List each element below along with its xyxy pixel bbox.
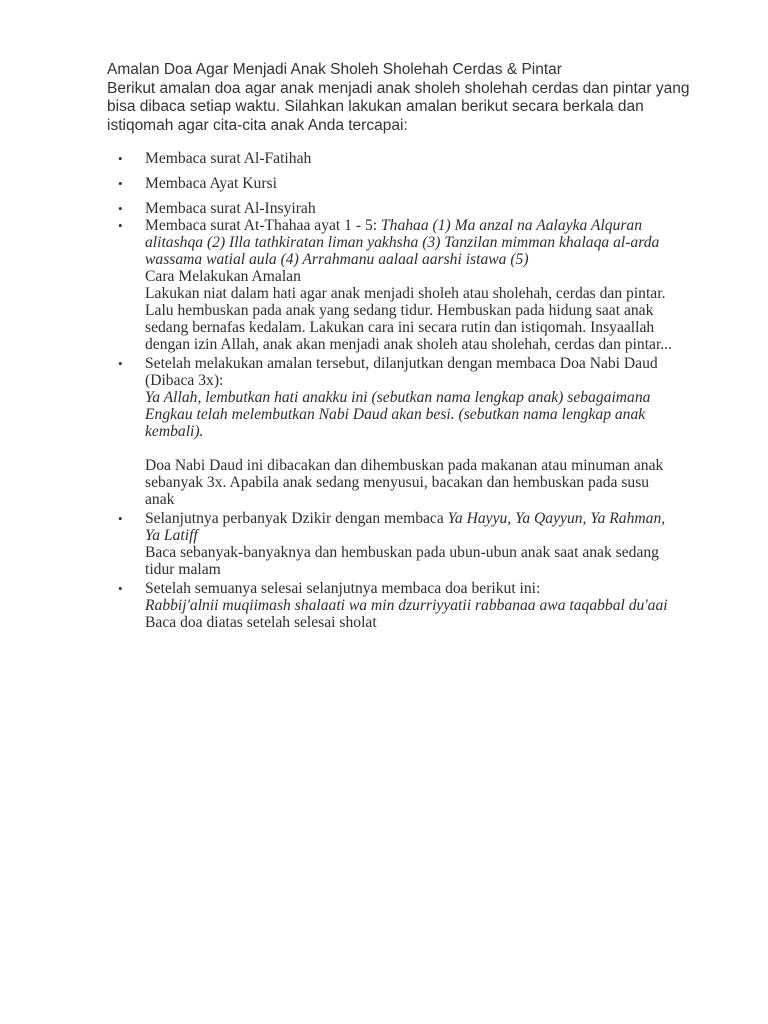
item-verse: Ya Allah, lembutkan hati anakku ini (sebutkan nama lengkap anak) sebagaimana Engkau telah melembutkan Nabi Daud akan besi. (sebutkan nama lengkap anak kembali).	[145, 389, 651, 440]
item-verse: Thahaa (1) Ma anzal na Aalayka Alquran alitashqa (2) Illa tathkiratan liman yakhsha (3) Tanzilan mimman khalaqa al-arda wassama watial aula (4) Arrahmanu aalaal aarshi istawa (5)	[145, 217, 660, 268]
list-item-at-thahaa	[118, 217, 678, 353]
list-item-dzikir	[118, 510, 678, 578]
item-lead: Selanjutnya perbanyak Dzikir dengan membaca	[145, 510, 448, 527]
intro-section	[107, 61, 707, 135]
item-text: Membaca surat Al-Fatihah	[145, 150, 312, 167]
item-text	[145, 217, 678, 268]
item-lead: • Setelah semuanya selesai selanjutnya membaca doa berikut ini:	[145, 580, 541, 597]
item-text: Membaca Ayat Kursi	[145, 175, 277, 192]
item-note: Doa Nabi Daud ini dibacakan dan dihembuskan pada makanan atau minuman anak sebanyak 3x. Apabila anak sedang menyusui, bacakan dan hembuskan pada susu anak	[145, 457, 664, 508]
item-verse: Ya Hayyu, Ya Qayyun, Ya Rahman, Ya Latiff	[145, 510, 666, 544]
amalan-list	[118, 150, 678, 631]
intro-paragraph: Berikut amalan doa agar anak menjadi anak sholeh sholehah cerdas dan pintar yang bisa dibaca setiap waktu. Silahkan lakukan amalan berikut secara berkala dan istiqomah agar cita-cita anak Anda tercapai:	[107, 79, 690, 134]
list-item-ayat-kursi	[118, 175, 678, 192]
spacer	[145, 440, 678, 457]
item-text	[145, 510, 678, 544]
list-item-al-insyirah	[118, 200, 678, 217]
item-verse: Rabbij'alnii muqiimash shalaati wa min dzurriyyatii rabbanaa awa taqabbal du'aai	[145, 597, 668, 614]
item-note: Baca sebanyak-banyaknya dan hembuskan pada ubun-ubun anak saat anak sedang tidur malam	[145, 544, 659, 578]
list-item-doa-nabi-daud	[118, 355, 678, 508]
article-title: Amalan Doa Agar Menjadi Anak Sholeh Sholehah Cerdas & Pintar	[107, 61, 562, 78]
item-note: Baca doa diatas setelah selesai sholat	[145, 614, 377, 631]
item-text: Membaca surat Al-Insyirah	[145, 200, 316, 217]
item-note: Lakukan niat dalam hati agar anak menjadi sholeh atau sholehah, cerdas dan pintar. Lalu hembuskan pada anak yang sedang tidur. Hembuskan pada hidung saat anak sedang bernafas kedalam. Lakukan cara ini secara rutin dan istiqomah. Insyaallah dengan izin Allah, anak akan menjadi anak sholeh atau sholehah, cerdas dan pintar...	[145, 285, 672, 353]
item-lead: • Setelah melakukan amalan tersebut, dilanjutkan dengan membaca Doa Nabi Daud (Dibaca 3x):	[145, 355, 658, 389]
item-lead: Membaca surat At-Thahaa ayat 1 - 5:	[145, 217, 381, 234]
item-subheading: Cara Melakukan Amalan	[145, 268, 301, 285]
list-item-al-fatihah	[118, 150, 678, 167]
list-item-doa-akhir	[118, 580, 678, 631]
